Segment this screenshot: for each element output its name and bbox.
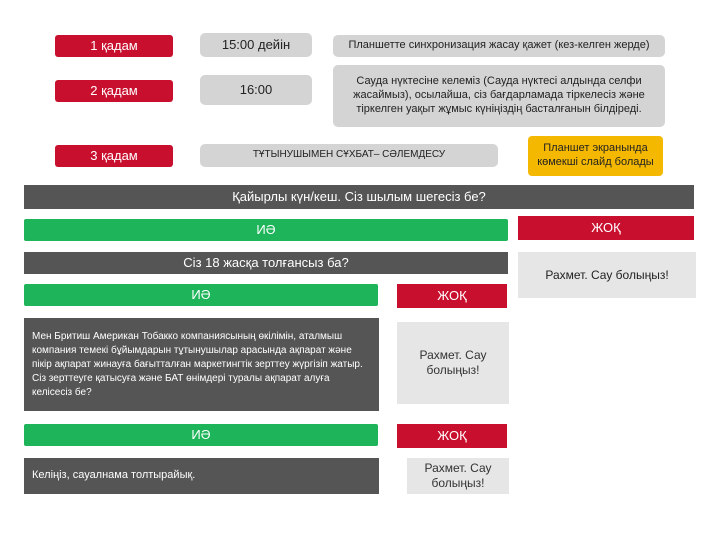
no-answer-1: ЖОҚ <box>518 216 694 240</box>
step-2-label: 2 қадам <box>55 80 173 102</box>
yes-answer-3: ИӘ <box>24 424 378 446</box>
company-intro-text: Мен Бритиш Американ Тобакко компаниясының өкілімін, аталмыш компания темекі бұйымдарын тұтынушылар арасында ақпарат және пікір ақпарат жинауға бағытталған маркетингтік зерттеу жүргізіп жатыр. Сіз зерттеуге қатысуға және БАТ өнімдері туралы ақпарат алуға келісесіз бе? <box>24 318 379 411</box>
no-answer-3: ЖОҚ <box>397 424 507 448</box>
thanks-goodbye-2: Рахмет. Сау болыңыз! <box>397 322 509 404</box>
no-answer-2: ЖОҚ <box>397 284 507 308</box>
thanks-goodbye-1: Рахмет. Сау болыңыз! <box>518 252 696 298</box>
tablet-helper-note: Планшет экранында көмекші слайд болады <box>528 136 663 176</box>
yes-answer-2: ИӘ <box>24 284 378 306</box>
question-smoking: Қайырлы күн/кеш. Сіз шылым шегесіз бе? <box>24 185 694 209</box>
yes-answer-1: ИӘ <box>24 219 508 241</box>
thanks-goodbye-3: Рахмет. Сау болыңыз! <box>407 458 509 494</box>
question-age: Сіз 18 жасқа толғансыз ба? <box>24 252 508 274</box>
survey-prompt: Келіңіз, сауалнама толтырайық. <box>24 458 379 494</box>
step-1-label: 1 қадам <box>55 35 173 57</box>
sync-note: Планшетте синхронизация жасау қажет (кез-келген жерде) <box>333 35 665 57</box>
time-2: 16:00 <box>200 75 312 105</box>
time-1: 15:00 дейін <box>200 33 312 57</box>
consumer-greeting: ТҰТЫНУШЫМЕН СҰХБАТ– СӘЛЕМДЕСУ <box>200 144 498 167</box>
step-3-label: 3 қадам <box>55 145 173 167</box>
sales-point-note: Сауда нүктесіне келеміз (Сауда нүктесі алдында селфи жасаймыз), осылайша, сіз бағдарламада тіркелесіз және тіркелген уақыт жұмыс күніңіздің басталғанын білдіреді. <box>333 65 665 127</box>
